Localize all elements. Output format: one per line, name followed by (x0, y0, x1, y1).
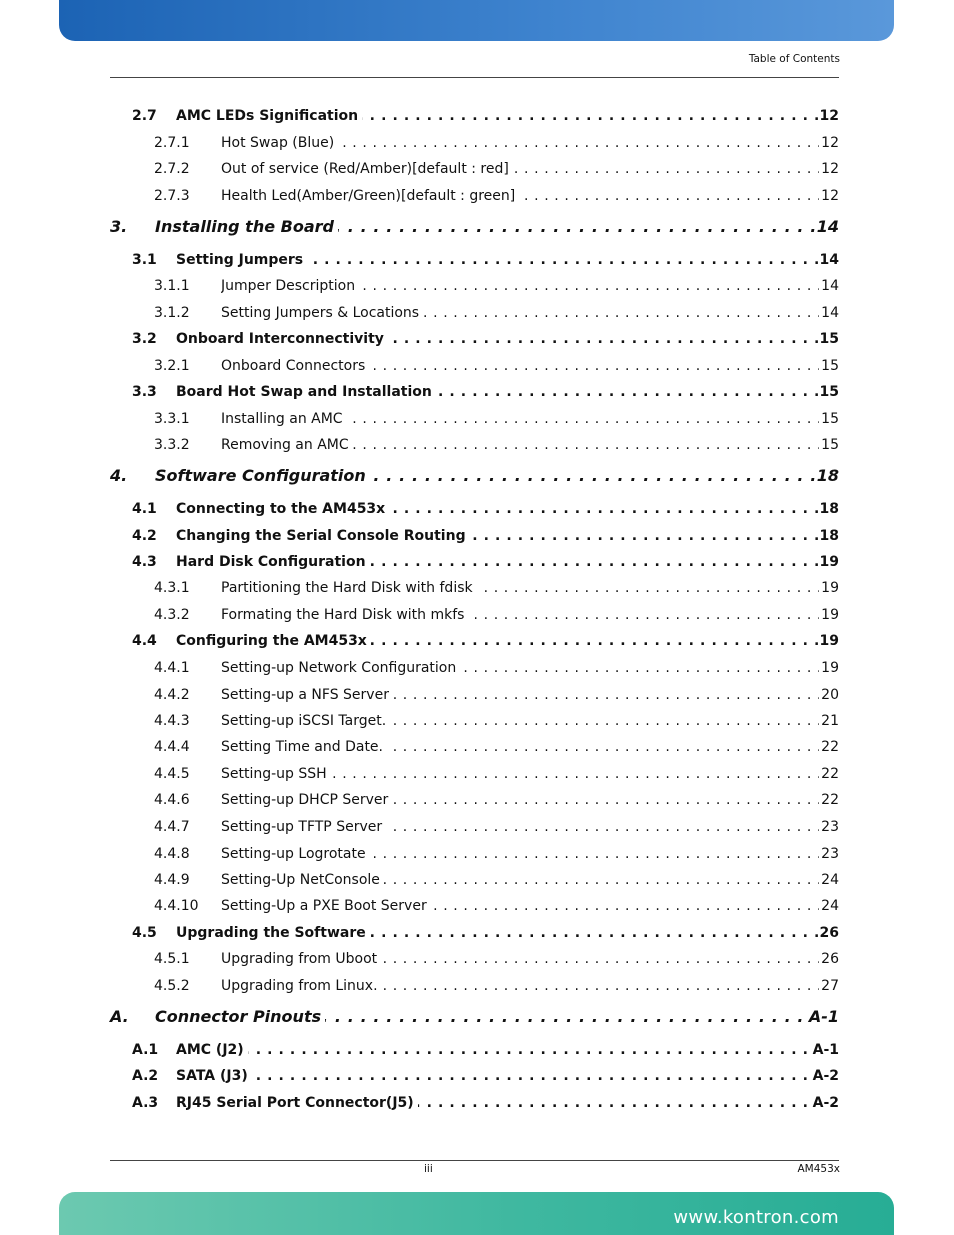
toc-entry-page: 15 (821, 411, 839, 427)
toc-entry-number: A.3 (132, 1095, 159, 1111)
toc-entry-page: 18 (816, 466, 839, 485)
toc-entry-title: Setting-Up NetConsole (221, 872, 384, 888)
toc-entry-page: 12 (819, 108, 839, 124)
toc-entry-title: Installing an AMC (221, 411, 347, 427)
toc-entry[interactable] (0, 384, 954, 404)
toc-entry[interactable] (0, 1068, 954, 1088)
toc-entry-page: A-2 (812, 1095, 839, 1111)
toc-entry[interactable] (0, 278, 954, 298)
toc-entry-title: Formating the Hard Disk with mkfs (221, 607, 468, 623)
toc-entry-title: Upgrading from Linux. (221, 978, 382, 994)
toc-entry[interactable] (0, 607, 954, 627)
toc-entry-number: 3.1 (132, 252, 157, 268)
toc-entry[interactable] (0, 468, 954, 488)
toc-entry[interactable] (0, 660, 954, 680)
toc-entry-page: 26 (819, 925, 839, 941)
toc-entry-title: Changing the Serial Console Routing (176, 528, 470, 544)
toc-entry-number: 4.5.2 (154, 978, 190, 994)
toc-entry[interactable] (0, 633, 954, 653)
toc-entry-page: A-1 (812, 1042, 839, 1058)
toc-entry-page: 23 (821, 846, 839, 862)
toc-entry[interactable] (0, 792, 954, 812)
toc-entry-number: 4.4.5 (154, 766, 190, 782)
toc-entry[interactable] (0, 898, 954, 918)
toc-entry-number: 4.4.8 (154, 846, 190, 862)
toc-entry-page: 14 (819, 252, 839, 268)
toc-entry-title: Hot Swap (Blue) (221, 135, 338, 151)
toc-entry-title: AMC LEDs Signification (176, 108, 362, 124)
toc-entry[interactable] (0, 951, 954, 971)
toc-entry-title: AMC (J2) (176, 1042, 248, 1058)
toc-entry-title: Software Configuration (155, 466, 370, 485)
toc-entry-title: Board Hot Swap and Installation (176, 384, 436, 400)
toc-entry-page: 27 (821, 978, 839, 994)
toc-entry-title: Hard Disk Configuration (176, 554, 370, 570)
toc-entry-page: 14 (816, 217, 839, 236)
toc-entry-number: 4.1 (132, 501, 157, 517)
toc-entry-number: 4.4.10 (154, 898, 199, 914)
toc-entry-page: 21 (821, 713, 839, 729)
toc-entry-page: 26 (821, 951, 839, 967)
toc-entry-title: Configuring the AM453x (176, 633, 371, 649)
toc-entry[interactable] (0, 305, 954, 325)
toc-entry-number: 3.1.1 (154, 278, 190, 294)
toc-entry-page: A-2 (812, 1068, 839, 1084)
toc-entry-title: Upgrading the Software (176, 925, 370, 941)
toc-entry-number: A. (110, 1007, 129, 1026)
toc-entry-number: 4. (110, 466, 128, 485)
toc-entry-number: 4.3 (132, 554, 157, 570)
toc-entry[interactable] (0, 978, 954, 998)
toc-entry[interactable] (0, 161, 954, 181)
toc-entry-page: 12 (821, 161, 839, 177)
toc-entry-page: 14 (821, 305, 839, 321)
toc-entry[interactable] (0, 1009, 954, 1029)
toc-entry-title: Setting-up iSCSI Target. (221, 713, 390, 729)
toc-entry[interactable] (0, 580, 954, 600)
toc-entry-page: 18 (819, 528, 839, 544)
toc-entry-title: Partitioning the Hard Disk with fdisk (221, 580, 477, 596)
toc-entry-number: 4.5 (132, 925, 157, 941)
toc-entry-page: 24 (821, 898, 839, 914)
toc-entry-number: 2.7 (132, 108, 157, 124)
toc-entry[interactable] (0, 358, 954, 378)
toc-entry-title: Upgrading from Uboot (221, 951, 381, 967)
toc-entry-page: 24 (821, 872, 839, 888)
footer-rule (110, 1160, 839, 1161)
toc-entry-page: 22 (821, 766, 839, 782)
toc-entry-number: 4.4.3 (154, 713, 190, 729)
toc-entry-page: 15 (819, 331, 839, 347)
toc-entry-number: 4.2 (132, 528, 157, 544)
toc-entry-title: Setting-up Network Configuration (221, 660, 460, 676)
toc-entry-title: Setting-up a NFS Server (221, 687, 393, 703)
toc-entry[interactable] (0, 108, 954, 128)
toc-entry-number: 4.4.4 (154, 739, 190, 755)
toc-entry-title: Setting-up Logrotate (221, 846, 370, 862)
toc-entry-title: Out of service (Red/Amber)[default : red] (221, 161, 513, 177)
toc-entry-number: 2.7.3 (154, 188, 190, 204)
toc-entry-number: 3.3.1 (154, 411, 190, 427)
toc-entry-page: 19 (819, 633, 839, 649)
toc-entry[interactable] (0, 331, 954, 351)
toc-entry-number: 4.4.7 (154, 819, 190, 835)
toc-entry[interactable] (0, 135, 954, 155)
toc-entry[interactable] (0, 713, 954, 733)
toc-entry[interactable] (0, 872, 954, 892)
toc-entry[interactable] (0, 819, 954, 839)
toc-entry-number: 2.7.1 (154, 135, 190, 151)
toc-entry-title: Setting-Up a PXE Boot Server (221, 898, 431, 914)
toc-entry-number: 4.4.2 (154, 687, 190, 703)
toc-entry[interactable] (0, 411, 954, 431)
toc-entry-number: 3.2.1 (154, 358, 190, 374)
toc-entry-page: 19 (821, 580, 839, 596)
toc-entry-title: Onboard Interconnectivity (176, 331, 388, 347)
toc-entry-number: 4.4.9 (154, 872, 190, 888)
toc-entry-number: 4.4.6 (154, 792, 190, 808)
toc-entry-title: Health Led(Amber/Green)[default : green] (221, 188, 519, 204)
toc-entry-number: 3.3.2 (154, 437, 190, 453)
toc-entry-title: SATA (J3) (176, 1068, 252, 1084)
toc-entry[interactable] (0, 252, 954, 272)
toc-entry-number: 3. (110, 217, 128, 236)
toc-entry-page: 12 (821, 188, 839, 204)
toc-entry-page: 15 (821, 358, 839, 374)
toc-entry[interactable] (0, 925, 954, 945)
header-section-label: Table of Contents (748, 53, 840, 65)
toc-entry-page: 19 (821, 607, 839, 623)
toc-entry[interactable] (0, 846, 954, 866)
toc-entry-title: Setting-up TFTP Server (221, 819, 386, 835)
toc-entry-number: 3.3 (132, 384, 157, 400)
toc-entry-page: 22 (821, 792, 839, 808)
toc-entry-number: 4.5.1 (154, 951, 190, 967)
toc-entry-title: Removing an AMC (221, 437, 353, 453)
toc-entry-page: 20 (821, 687, 839, 703)
toc-entry-title: RJ45 Serial Port Connector(J5) (176, 1095, 418, 1111)
toc-entry-page: 15 (821, 437, 839, 453)
toc-entry-page: 19 (819, 554, 839, 570)
toc-entry[interactable] (0, 437, 954, 457)
toc-entry[interactable] (0, 766, 954, 786)
toc-entry-title: Installing the Board (155, 217, 338, 236)
toc-entry-number: A.1 (132, 1042, 159, 1058)
toc-entry-title: Setting-up SSH (221, 766, 331, 782)
toc-entry-number: 3.1.2 (154, 305, 190, 321)
toc-entry-title: Setting Time and Date. (221, 739, 387, 755)
toc-entry[interactable] (0, 219, 954, 239)
toc-entry[interactable] (0, 188, 954, 208)
toc-entry[interactable] (0, 1042, 954, 1062)
toc-entry-number: 2.7.2 (154, 161, 190, 177)
toc-entry-page: 23 (821, 819, 839, 835)
toc-entry-title: Setting Jumpers (176, 252, 307, 268)
toc-entry-title: Connecting to the AM453x (176, 501, 389, 517)
toc-entry-title: Setting Jumpers & Locations (221, 305, 423, 321)
toc-entry-page: 19 (821, 660, 839, 676)
toc-entry-title: Setting-up DHCP Server (221, 792, 392, 808)
toc-entry[interactable] (0, 528, 954, 548)
footer-page-number: iii (424, 1163, 433, 1175)
toc-entry-number: A.2 (132, 1068, 159, 1084)
toc-entry[interactable] (0, 1095, 954, 1115)
toc-entry-page: 15 (819, 384, 839, 400)
toc-entry-number: 4.3.2 (154, 607, 190, 623)
toc-entry-page: A-1 (808, 1007, 839, 1026)
toc-entry-number: 3.2 (132, 331, 157, 347)
toc-entry-page: 12 (821, 135, 839, 151)
toc-entry-number: 4.4 (132, 633, 157, 649)
toc-entry-title: Onboard Connectors (221, 358, 369, 374)
toc-entry-title: Jumper Description (221, 278, 359, 294)
website-link[interactable]: www.kontron.com (673, 1207, 839, 1228)
toc-entry-page: 14 (821, 278, 839, 294)
toc-entry[interactable] (0, 687, 954, 707)
toc-entry-page: 22 (821, 739, 839, 755)
toc-entry[interactable] (0, 739, 954, 759)
toc-entry-number: 4.4.1 (154, 660, 190, 676)
toc-entry[interactable] (0, 501, 954, 521)
toc-entry-page: 18 (819, 501, 839, 517)
toc-entry[interactable] (0, 554, 954, 574)
toc-entry-title: Connector Pinouts (155, 1007, 325, 1026)
footer-document-name: AM453x (797, 1163, 840, 1175)
toc-entry-number: 4.3.1 (154, 580, 190, 596)
